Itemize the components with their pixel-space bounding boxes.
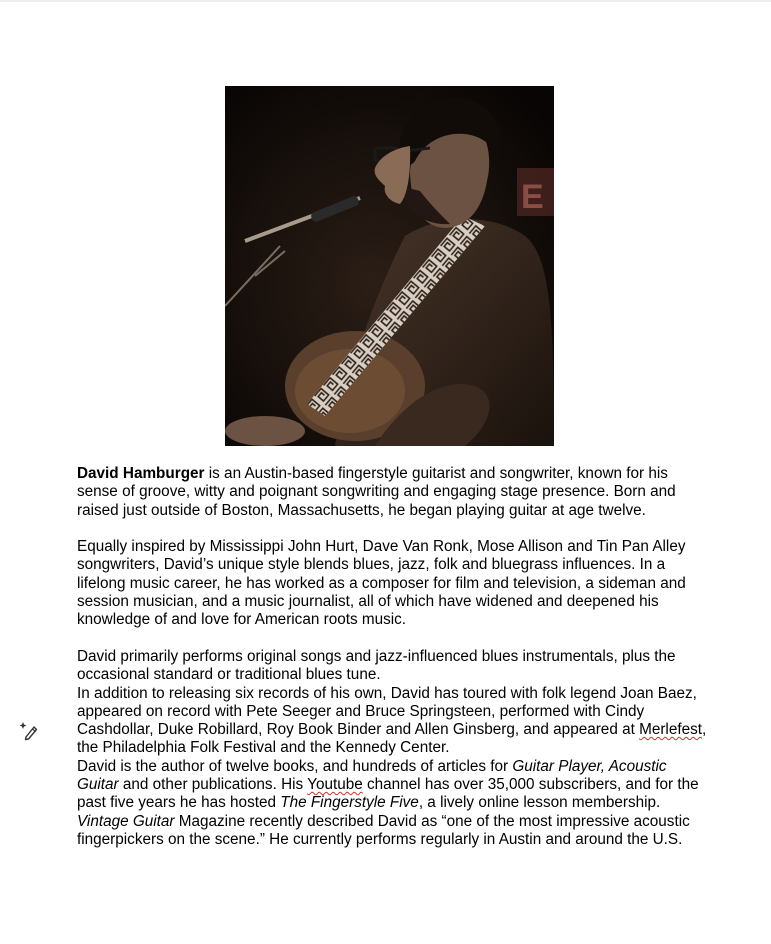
artist-photo-graphic: [225, 86, 554, 446]
biography-text: [77, 465, 707, 849]
misspelled-word-youtube[interactable]: Youtube: [307, 776, 363, 794]
bio-paragraph-influences: Equally inspired by Mississippi John Hurt, Dave Van Ronk, Mose Allison and Tin Pan Alley songwriters, David’s unique style blends blues, jazz, folk and bluegrass influences. In a lifelong music career, he has worked as a composer for film and television, a sideman and session musician, and a music journalist, all of which have widened and deepened his knowledge of and love for American roots music.: [77, 538, 686, 629]
bio-paragraph-career: In addition to releasing six records of his own, David has toured with folk legend Joan Baez, appeared on record with Pete Seeger and Bruce Springsteen, performed with Cindy Cashdollar, Duke Robillard, Roy Book Binder and Allen Ginsberg, and appeared at Merlefest, the Philadelphia Folk Festival and the Kennedy Center.: [77, 684, 707, 757]
artist-name: David Hamburger: [77, 465, 205, 482]
sparkle-pen-icon[interactable]: [19, 721, 39, 741]
top-divider: [0, 0, 771, 2]
bio-paragraph-repertoire: David primarily performs original songs and jazz-influenced blues instrumentals, plus the occasional standard or traditional blues tune.: [77, 647, 676, 684]
misspelled-word-merlefest[interactable]: Merlefest: [639, 721, 702, 739]
bio-paragraph-intro: David Hamburger is an Austin-based fingerstyle guitarist and songwriter, known for his sense of groove, witty and poignant songwriting and engaging stage presence. Born and raised just outside of Boston, Massachusetts, he began playing guitar at age twelve.: [77, 465, 676, 519]
artist-photo: [225, 86, 554, 446]
bio-paragraph-press: Vintage Guitar Magazine recently described David as “one of the most impressive acoustic fingerpickers on the scene.” He currently performs regularly in Austin and around the U.S.: [77, 812, 690, 848]
bio-paragraph-author: David is the author of twelve books, and hundreds of articles for Guitar Player, Acoustic Guitar and other publications. His Youtube channel has over 35,000 subscribers, and for the past five years he has hosted The Fingerstyle Five, a lively online lesson membership.: [77, 757, 699, 812]
svg-text:E: E: [521, 178, 544, 216]
